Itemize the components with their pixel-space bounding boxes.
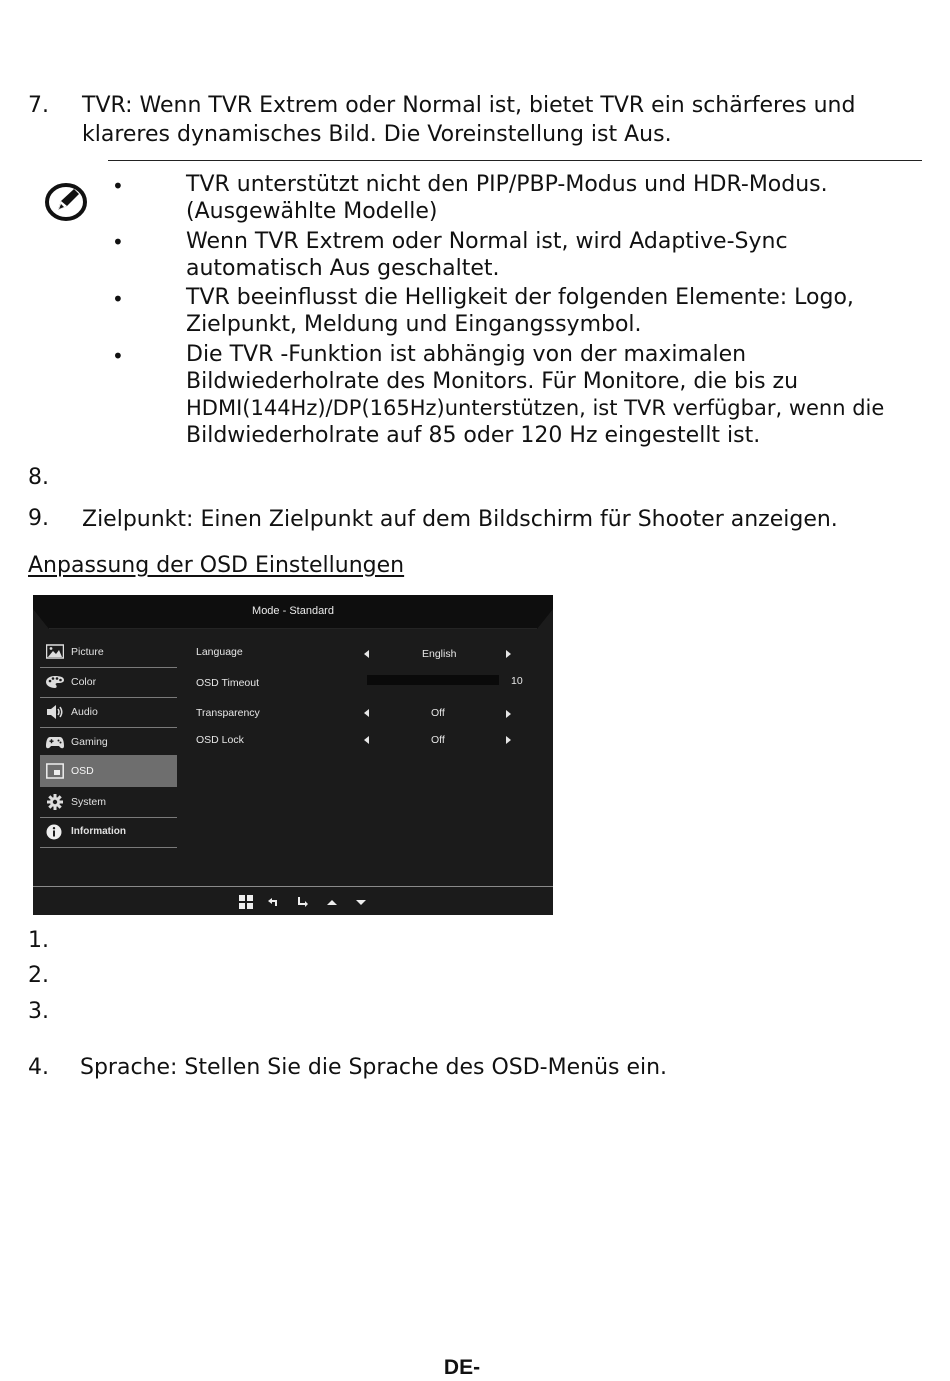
bullet-marker: • xyxy=(112,287,124,311)
step-4-text: Sprache: Stellen Sie die Sprache des OSD-Menüs ein. xyxy=(80,1055,668,1080)
sidebar-divider xyxy=(40,847,177,848)
note-bullet-1-line-1: TVR unterstützt nicht den PIP/PBP-Modus und HDR-Modus. xyxy=(186,172,828,197)
info-icon xyxy=(46,824,64,840)
bullet-marker: • xyxy=(112,344,124,368)
palette-icon xyxy=(46,674,64,690)
note-bullet-1-line-2: (Ausgewählte Modelle) xyxy=(186,199,438,224)
sidebar-item-label: Picture xyxy=(71,646,104,658)
grid-icon[interactable] xyxy=(239,895,253,909)
sidebar-item-gaming[interactable] xyxy=(40,728,177,758)
arrow-left-icon[interactable] xyxy=(364,736,369,744)
osd-menu-screenshot xyxy=(33,595,553,915)
osd-mode-title: Mode - Standard xyxy=(252,605,334,617)
note-divider xyxy=(108,160,922,161)
note-bullet-3-line-2: Zielpunkt, Meldung und Eingangssymbol. xyxy=(186,312,642,337)
arrow-right-icon[interactable] xyxy=(506,650,511,658)
sidebar-item-audio[interactable] xyxy=(40,698,177,728)
sidebar-item-color[interactable] xyxy=(40,668,177,698)
note-bullet-4-line-3: HDMI(144Hz)/DP(165Hz)unterstützen, ist TVR verfügbar, wenn die xyxy=(186,396,885,420)
option-osd-timeout-label: OSD Timeout xyxy=(196,677,260,689)
note-bullet-4-line-1: Die TVR -Funktion ist abhängig von der maximalen xyxy=(186,342,747,367)
sidebar-item-label: System xyxy=(71,796,107,808)
osd-icon xyxy=(46,763,64,779)
sidebar-item-label: OSD xyxy=(71,765,94,777)
osd-footer-divider xyxy=(33,886,553,887)
item-9-text: Zielpunkt: Einen Zielpunkt auf dem Bildschirm für Shooter anzeigen. xyxy=(82,507,838,532)
bullet-marker: • xyxy=(112,230,124,254)
page-footer: DE- xyxy=(443,1356,481,1379)
option-transparency-label: Transparency xyxy=(196,707,260,719)
note-bullet-2-line-2: automatisch Aus geschaltet. xyxy=(186,256,500,281)
step-3-number: 3. xyxy=(28,999,49,1024)
option-transparency-value: Off xyxy=(431,707,445,719)
note-bullet-3-line-1: TVR beeinflusst die Helligkeit der folgenden Elemente: Logo, xyxy=(186,285,854,310)
down-icon[interactable] xyxy=(355,895,367,909)
sidebar-item-system[interactable] xyxy=(40,788,177,818)
gear-icon xyxy=(46,794,64,810)
step-2-number: 2. xyxy=(28,963,49,988)
osd-timeout-slider[interactable] xyxy=(367,675,499,685)
speaker-icon xyxy=(46,704,64,720)
option-osd-lock-label: OSD Lock xyxy=(196,734,244,746)
back-icon[interactable] xyxy=(267,895,279,909)
item-7-line-2: klareres dynamisches Bild. Die Voreinstellung ist Aus. xyxy=(82,122,672,147)
step-4-number: 4. xyxy=(28,1055,49,1080)
sidebar-item-label: Information xyxy=(71,826,126,837)
item-7-number: 7. xyxy=(28,93,49,118)
gamepad-icon xyxy=(46,734,64,750)
note-bullet-2-line-1: Wenn TVR Extrem oder Normal ist, wird Adaptive-Sync xyxy=(186,229,788,254)
option-osd-lock-value: Off xyxy=(431,734,445,746)
item-7-line-1: TVR: Wenn TVR Extrem oder Normal ist, bietet TVR ein schärferes und xyxy=(82,93,856,118)
step-1-number: 1. xyxy=(28,928,49,953)
arrow-right-icon[interactable] xyxy=(506,736,511,744)
sidebar-item-information[interactable] xyxy=(40,818,177,848)
sidebar-item-label: Color xyxy=(71,676,97,688)
option-language-label: Language xyxy=(196,646,243,658)
item-8-number: 8. xyxy=(28,465,49,490)
sidebar-item-label: Gaming xyxy=(71,736,108,748)
note-bullet-4-line-2: Bildwiederholrate des Monitors. Für Monitore, die bis zu xyxy=(186,369,799,394)
item-9-number: 9. xyxy=(28,506,49,531)
picture-icon xyxy=(46,644,64,660)
section-heading: Anpassung der OSD Einstellungen xyxy=(28,553,405,578)
enter-icon[interactable] xyxy=(297,895,309,909)
note-bullet-4-line-4: Bildwiederholrate auf 85 oder 120 Hz eingestellt ist. xyxy=(186,423,761,448)
option-osd-timeout-value: 10 xyxy=(511,675,523,687)
arrow-right-icon[interactable] xyxy=(506,710,511,718)
option-language-value: English xyxy=(422,648,457,660)
arrow-left-icon[interactable] xyxy=(364,709,369,717)
sidebar-item-osd[interactable] xyxy=(40,755,177,787)
up-icon[interactable] xyxy=(326,895,338,909)
note-icon xyxy=(44,180,90,222)
sidebar-item-picture[interactable] xyxy=(40,638,177,668)
bullet-marker: • xyxy=(112,174,124,198)
arrow-left-icon[interactable] xyxy=(364,650,369,658)
sidebar-item-label: Audio xyxy=(71,706,98,718)
